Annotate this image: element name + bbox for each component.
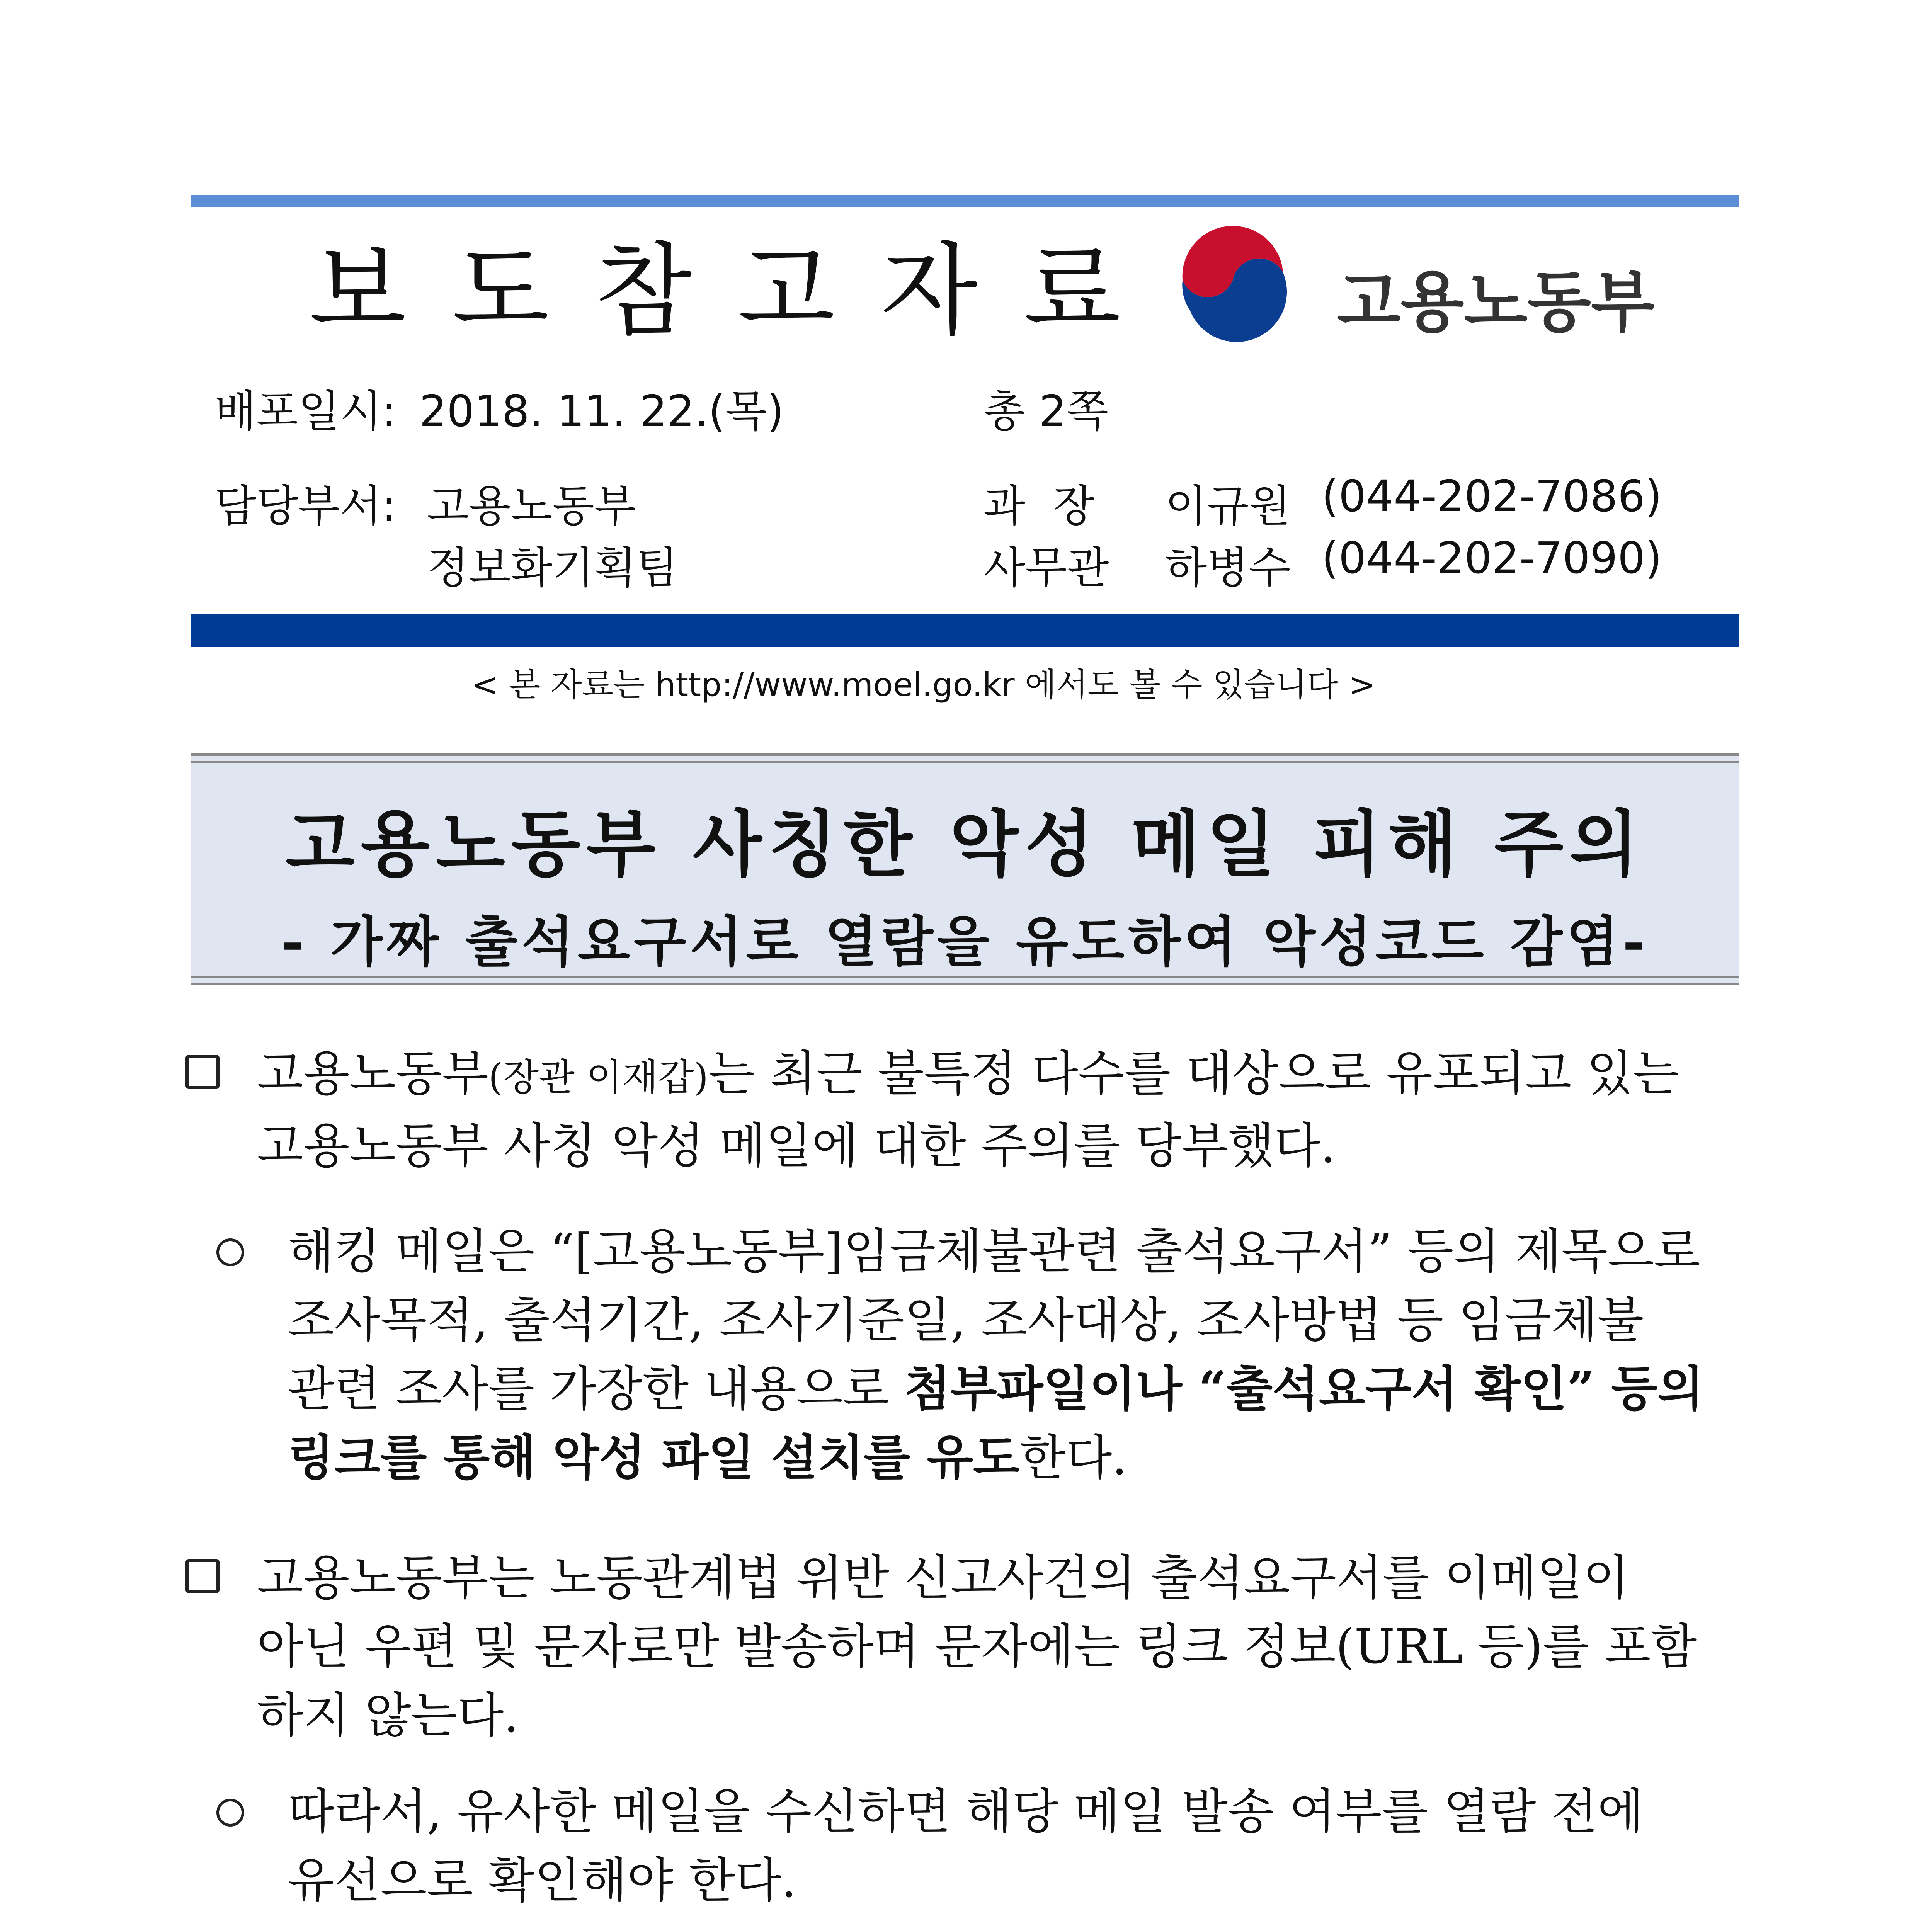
p2-line: 하지 않는다.	[257, 1688, 519, 1743]
release-label: 배포일시:	[214, 386, 396, 437]
circle-bullet-icon	[216, 1799, 244, 1827]
p1s-bold: 첨부파일이나 “출석요구서 확인” 등의	[904, 1361, 1704, 1417]
p1s-bold: 링크를 통해 악성 파일 설치를 유도	[288, 1430, 1019, 1486]
p1s-text: 한다.	[1019, 1430, 1127, 1486]
sub-title: - 가짜 출석요구서로 열람을 유도하여 악성코드 감염-	[281, 910, 1649, 974]
title-char: 고	[738, 232, 835, 349]
contact1-role: 과 장	[984, 481, 1095, 531]
p1-text: 고용노동부	[257, 1046, 488, 1102]
paragraph-2	[257, 1544, 1739, 1750]
title-char: 참	[595, 232, 692, 349]
page-count: 총 2쪽	[984, 386, 1109, 437]
paragraph-2-sub	[288, 1777, 1739, 1915]
p1-minister: (장관 이재갑)	[488, 1056, 709, 1099]
dept-team: 정보화기획팀	[427, 543, 678, 593]
contact2-role: 사무관	[984, 543, 1109, 593]
header-divider-bar	[191, 614, 1739, 647]
square-bullet-icon	[185, 1055, 220, 1089]
title-char: 료	[1023, 232, 1121, 349]
square-bullet-icon	[185, 1559, 220, 1593]
p2-line: 고용노동부는 노동관계법 위반 신고사건의 출석요구서를 이메일이	[257, 1550, 1630, 1606]
p2-line: 아닌 우편 및 문자로만 발송하며 문자에는 링크 정보(URL 등)를 포함	[257, 1619, 1697, 1675]
p1-line: 고용노동부 사칭 악성 메일에 대한 주의를 당부했다.	[257, 1118, 1336, 1174]
title-char: 자	[881, 232, 978, 349]
p2s-line: 따라서, 유사한 메일을 수신하면 해당 메일 발송 여부를 열람 전에	[288, 1784, 1644, 1840]
paragraph-1-sub	[288, 1217, 1739, 1492]
top-accent-rule	[191, 195, 1739, 207]
taegeuk-emblem-icon	[1167, 222, 1298, 346]
paragraph-1	[257, 1039, 1739, 1180]
p2s-line: 유선으로 확인해야 한다.	[288, 1853, 797, 1908]
document-type-title	[309, 216, 1121, 348]
contact1-name: 이규원	[1165, 481, 1291, 531]
p1s-line: 해킹 메일은 “[고용노동부]임금체불관련 출석요구서” 등의 제목으로	[288, 1224, 1700, 1279]
p1s-line: 조사목적, 출석기간, 조사기준일, 조사대상, 조사방법 등 임금체불	[288, 1293, 1644, 1348]
dept-label: 담당부서:	[214, 481, 396, 531]
website-notice: < 본 자료는 http://www.moel.go.kr 에서도 볼 수 있습니다 >	[471, 666, 1376, 704]
title-char: 보	[309, 232, 407, 349]
dept-name: 고용노동부	[427, 481, 636, 531]
title-char: 도	[452, 232, 549, 349]
contact1-phone: (044-202-7086)	[1322, 471, 1662, 522]
p1-text: 는 최근 불특정 다수를 대상으로 유포되고 있는	[708, 1046, 1679, 1102]
ministry-logo	[1167, 222, 1669, 346]
logo-text: 고용노동부	[1337, 264, 1655, 341]
p1s-text: 관련 조사를 가장한 내용으로	[288, 1361, 905, 1417]
headline-box	[191, 753, 1739, 985]
circle-bullet-icon	[216, 1238, 244, 1266]
release-date: 2018. 11. 22.(목)	[419, 386, 784, 437]
main-title: 고용노동부 사칭한 악성 메일 피해 주의	[285, 802, 1645, 886]
contact2-name: 하병수	[1165, 543, 1291, 593]
contact2-phone: (044-202-7090)	[1322, 533, 1662, 583]
